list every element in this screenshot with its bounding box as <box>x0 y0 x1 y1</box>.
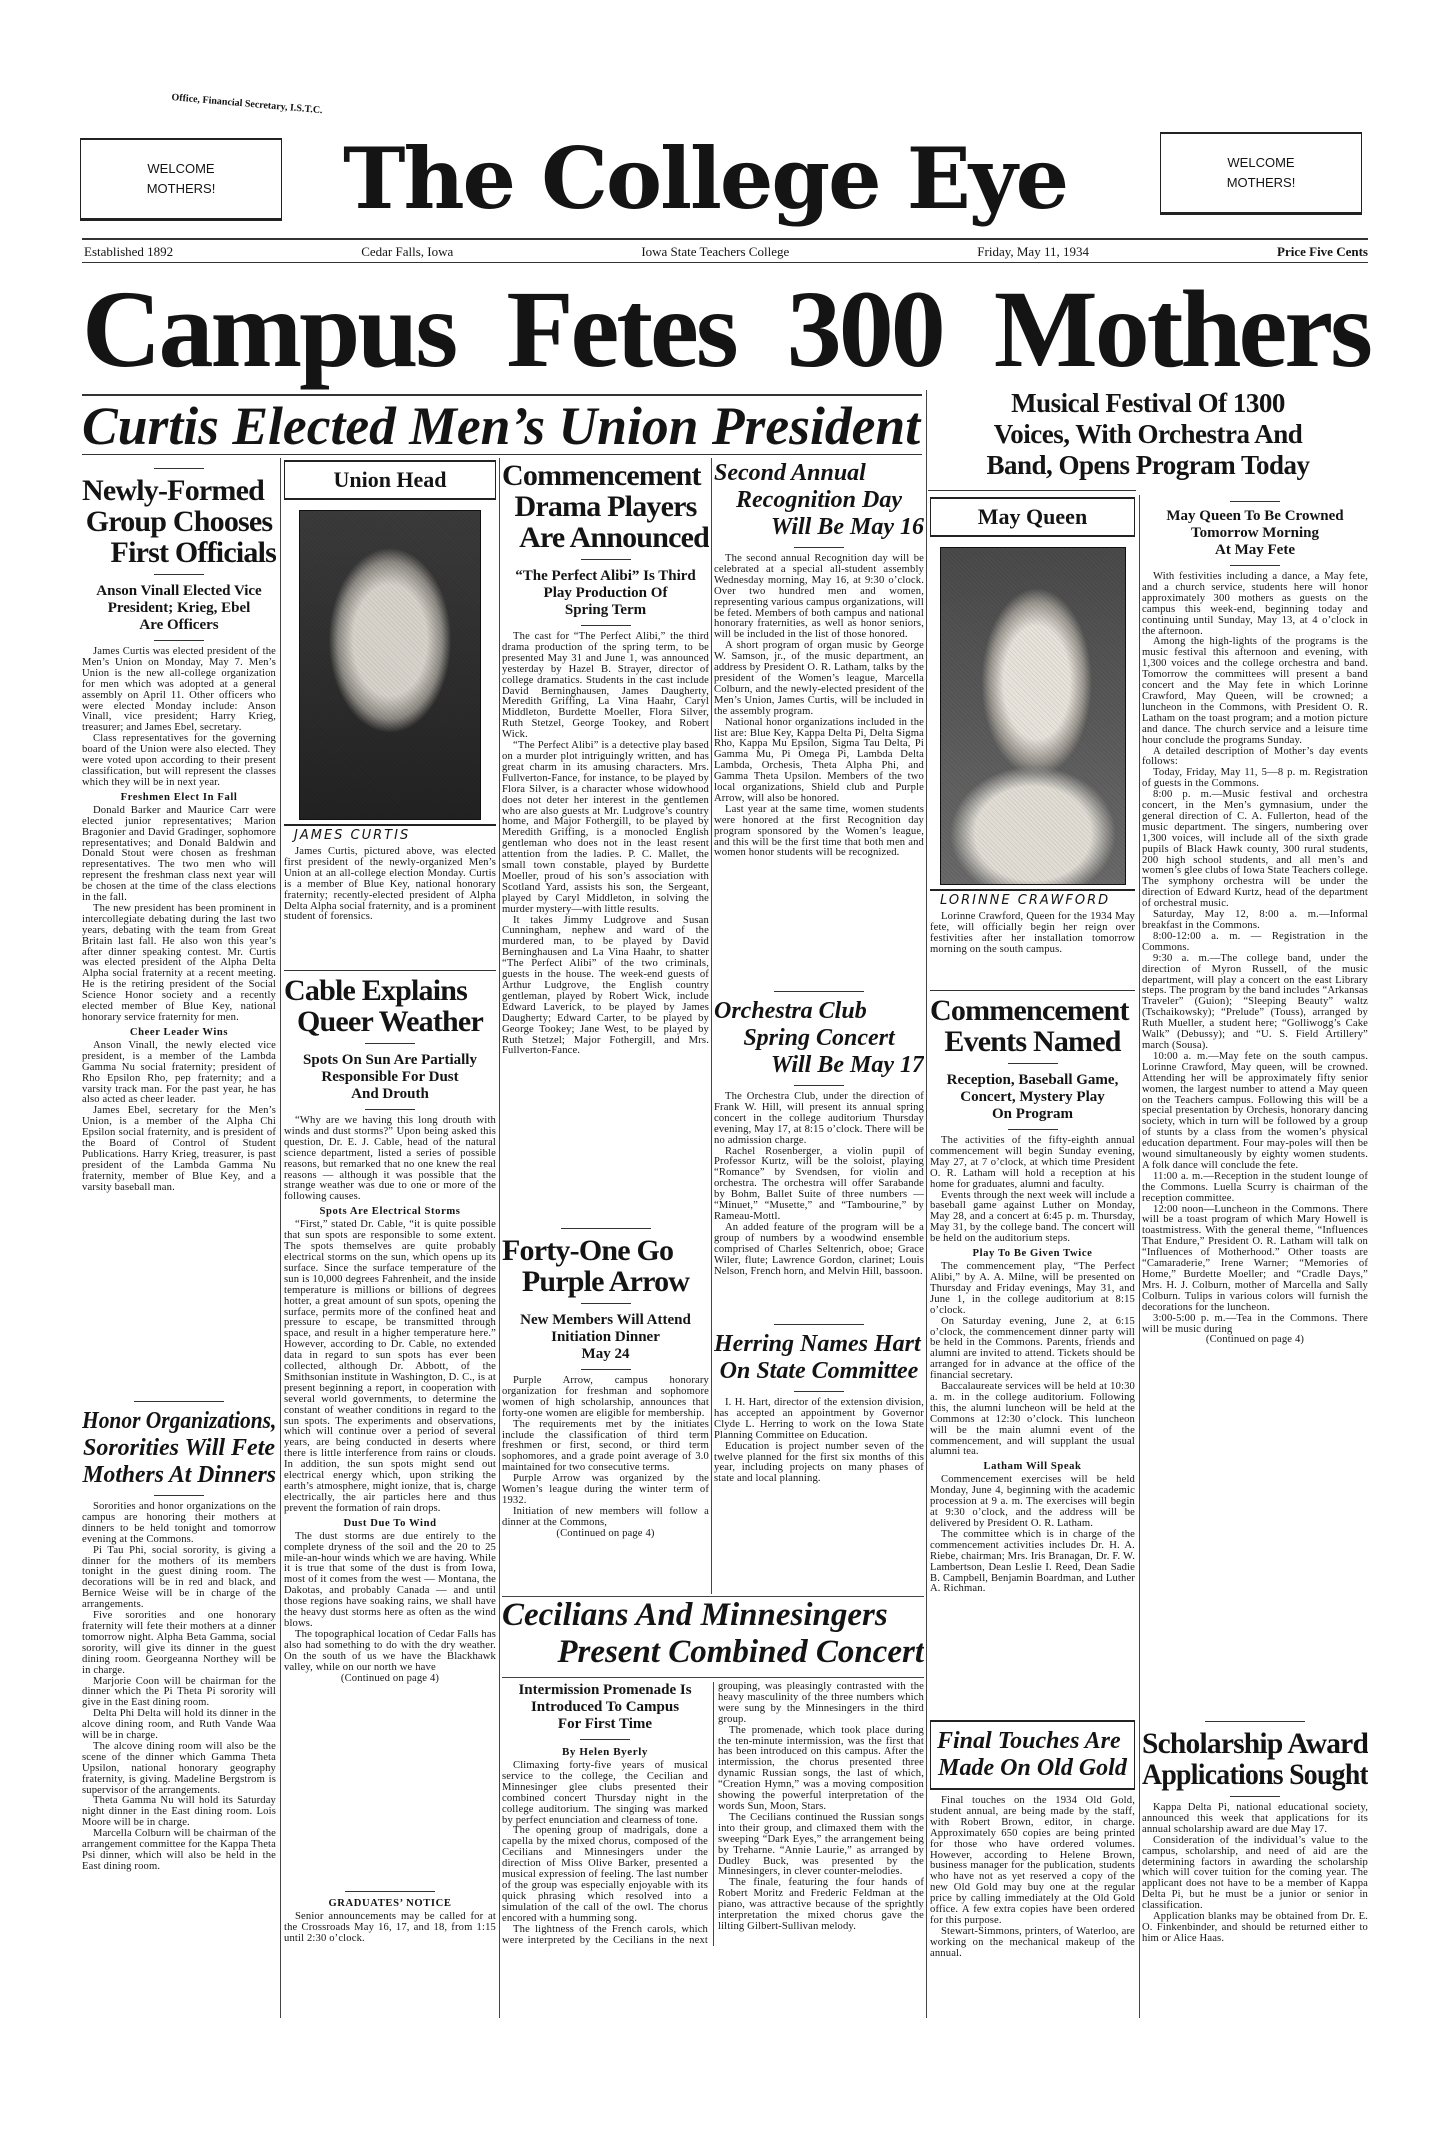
headline-line: Are Announced <box>519 521 709 554</box>
article-deck <box>502 1312 709 1363</box>
article-paragraph: Education is project number seven of the twelve planned for the first six months of this year, including projects on many phases of state and local planning. <box>714 1440 924 1485</box>
deck-line: Are Officers <box>139 617 219 633</box>
article-body <box>1142 572 1368 1346</box>
article-cecilians-concert <box>502 1596 924 2021</box>
deck-line: At May Fete <box>1215 542 1295 558</box>
article-paragraph: 3:00-5:00 p. m.—Tea in the Commons. There will be music during <box>1142 1312 1368 1335</box>
article-paragraph: Senior announcements may be called for at the Crossroads May 16, 17, and 18, from 1:15 until 2:30 o’clock. <box>284 1911 496 1944</box>
photo-box-label: May Queen <box>930 497 1135 537</box>
photo-lorinne-crawford <box>940 547 1126 885</box>
article-scholarship-award <box>1142 1715 1368 2020</box>
photo-caption: LORINNE CRAWFORD <box>930 889 1135 908</box>
divider <box>581 1369 631 1370</box>
article-forty-one-purple-arrow <box>502 1222 709 1594</box>
article-paragraph: Consideration of the individual’s value to the campus, scholarship, and need of aid are the determining factors in awarding the scholarship which will cover tuition for the coming year. The applicant does not have to be a member of Kappa Delta Pi, but he must be a junior or senior in classification. <box>1142 1834 1368 1912</box>
article-body <box>284 847 496 923</box>
deck-line: On Program <box>992 1106 1073 1122</box>
article-paragraph: Anson Vinall, the newly elected vice president, is a member of the Lambda Gamma Nu social fraternity; president of Rho Epsilon Rho, pep fraternity; and a varsity track man. For the past year, he has also acted as cheer leader. <box>82 1039 276 1106</box>
article-paragraph: Among the high-lights of the programs is the music festival this afternoon and evening, with 1,300 voices and the college orchestra and band. Tomorrow the committees will present a band concert and the May fete in which Lorinne Crawford, May Queen, will be crowned; a luncheon in the Commons, with President O. R. Latham on the toast program; and a motion picture and dance. The church service and a leisure time hour conclude the programs Sunday. <box>1142 636 1368 746</box>
welcome-box-left <box>80 138 282 221</box>
article-headline <box>714 998 924 1079</box>
office-stamp: Office, Financial Secretary, I.S.T.C. <box>171 92 323 117</box>
deck-line: Play Production Of <box>543 585 668 601</box>
article-paragraph: A short program of organ music by George W. Samson, jr., of the music department, an address by President O. R. Latham, talks by the president of the Women’s league, Marcella Colburn, and the newly-elected president of the Men’s Union, James Curtis, will be included in the assembly program. <box>714 640 924 717</box>
article-body <box>1142 1803 1368 1945</box>
article-paragraph: James Ebel, secretary for the Men’s Union, is a member of the Alpha Chi Epsilon social fraternity, and is president of the Board of Control of Student Publications. Harry Krieg, treasurer, is past president of the Lambda Gamma Nu fraternity, member of Blue Key, and a varsity baseball man. <box>82 1105 276 1193</box>
article-headline <box>502 1597 924 1671</box>
article-headline <box>502 1235 709 1297</box>
welcome-line: WELCOME <box>1227 155 1295 170</box>
article-may-queen <box>930 497 1135 985</box>
article-paragraph: 12:00 noon—Luncheon in the Commons. There will be a toast program of which Mary Howell is toastmistress. With the general theme, “Influences That Endure,” President O. R. Latham will talk on “Influences of Motherhood.” Other toasts are “Camaraderie,” Irene Warner; “Memories of Home,” Burdette Moeller; and “Cradle Days,” Mrs. H. J. Colburn, mother of Marcella and Sally Colburn. Tulips in various colors will furnish the decorations for the luncheon. <box>1142 1203 1368 1313</box>
article-body <box>714 1092 924 1277</box>
article-body <box>82 1502 276 1873</box>
divider <box>154 468 204 469</box>
article-paragraph: 10:00 a. m.—May fete on the south campus. Lorinne Crawford, May queen, will be crowned. Attending her will be approximately fifty senior women, the largest number to attend a May queen on the Teachers campus. Following this will be a special presentation by Orchesis, honorary dancing society, which in turn will be followed by a group of stunts by a class from the women’s physical education department. Four may-poles will then be wound simultaneously by eighty women students. A folk dance will conclude the fete. <box>1142 1050 1368 1171</box>
newspaper-title: The College Eye <box>342 129 1068 228</box>
article-body <box>930 1136 1135 1595</box>
divider <box>581 1303 631 1304</box>
price: Price Five Cents <box>1277 244 1368 259</box>
article-paragraph: With festivities including a dance, a May fete, and a church service, students here will honor approximately 300 mothers as guests on the campus this week-end, beginning today and continuing until Sunday, May 13, at 4 o’clock in the afternoon. <box>1142 571 1368 637</box>
article-commencement-events <box>930 990 1135 1716</box>
continued-notice: (Continued on page 4) <box>340 1672 440 1684</box>
divider <box>82 454 922 455</box>
article-paragraph: The cast for “The Perfect Alibi,” the third drama production of the spring term, to be presented May 31 and June 1, was announced yesterday by Hazel B. Strayer, director of college dramatics. Students in the cast include David Berninghausen, James Daugherty, Meredith Griffing, La Vina Haahr, Caryl Middleton, Burdette Moeller, Flora Silver, Ruth Stetzel, George Tookey, and Robert Wick. <box>502 631 709 741</box>
divider <box>928 490 1136 491</box>
article-paragraph: Climaxing forty-five years of musical service to the college, the Cecilian and Minnesinger glee clubs presented their combined concert Thursday night in the college auditorium. The singing was marked by perfect enunciation and clearness of tone. <box>502 1760 708 1826</box>
article-paragraph: The promenade, which took place during the ten-minute intermission, was the first that has been introduced on this campus. After the intermission, the chorus presented three dynamic Russian songs, the last of which, “Creation Hymn,” was a moving composition showing the powerful interpretation of the words Sun, Moon, Stars. <box>718 1724 924 1812</box>
article-paragraph: The second annual Recognition day will be celebrated at a special all-student assembly Wednesday morning, May 16, at 9:30 o’clock. Over two hundred men and women, representing various campus organizations, will be feted. Members of both campus and national honorary fraternities, as well as honor seniors, will be included in the list of those honored. <box>714 553 924 641</box>
deck-line: Spring Term <box>564 602 647 618</box>
divider <box>1008 1129 1058 1130</box>
article-headline <box>82 475 276 568</box>
article-paragraph: Today, Friday, May 11, 5—8 p. m. Registration of guests in the Commons. <box>1142 767 1368 790</box>
divider <box>794 1391 844 1392</box>
dateline <box>84 244 1368 260</box>
divider <box>154 574 204 575</box>
article-subhead: GRADUATES’ NOTICE <box>328 1898 452 1909</box>
divider <box>1230 1796 1280 1797</box>
article-paragraph: 8:00-12:00 a. m. — Registration in the Commons. <box>1142 930 1368 953</box>
article-headline <box>714 460 924 541</box>
headline-line: Forty-One Go <box>502 1234 674 1267</box>
article-paragraph: 8:00 p. m.—Music festival and orchestra concert, in the Men’s gymnasium, under the general direction of C. A. Fullerton, head of the music department. The singers, numbering over 1,300 voices, will include all of the sixth grade pupils of Black Hawk county, 300 rural students, 200 high school students, and all men’s and women’s glee clubs of Iowa State Teachers college. The symphony orchestra will be under the direction of Edward Kurtz, head of the department of orchestral music. <box>1142 789 1368 910</box>
deck-line: Anson Vinall Elected Vice <box>96 583 262 599</box>
divider <box>154 1495 204 1496</box>
article-deck <box>502 1682 708 1733</box>
established: Established 1892 <box>84 244 174 259</box>
headline-line: Group Chooses <box>85 505 273 538</box>
deck-line: May 24 <box>581 1346 630 1362</box>
article-paragraph: The dust storms are due entirely to the complete dryness of the soil and the 20 to 25 mile-an-hour winds which we are having. While it is true that some of the dust is from Iowa, most of it comes from the west — Montana, the Dakotas, and probably Canada — and until those regions have soaking rains, we shall have the heavy dust storms here as often as the wind blows. <box>284 1530 496 1629</box>
article-paragraph: Application blanks may be obtained from Dr. E. O. Finkenbinder, and should be returned either to him or Alice Haas. <box>1142 1911 1368 1944</box>
article-paragraph: The finale, featuring the four hands of Robert Moritz and Frederic Feldman at the piano, was attractive because of the sprightly interpretation the mixed chorus gave the lilting Gilbert-Sullivan melody. <box>718 1877 924 1932</box>
article-headline <box>1142 1728 1368 1790</box>
deck-line: Tomorrow Morning <box>1191 525 1319 541</box>
headline-line: Recognition Day <box>736 487 902 513</box>
headline-line: Will Be May 16 <box>770 514 924 540</box>
deck-line: May Queen To Be Crowned <box>1166 508 1344 524</box>
headline-word: Fetes <box>506 268 736 390</box>
headline-line: Orchestra Club <box>714 998 867 1024</box>
article-headline <box>714 1331 924 1385</box>
article-paragraph: I. H. Hart, director of the extension division, has accepted an appointment by Governor Clyde L. Herring to work on the Iowa State Planning Committee on Education. <box>714 1397 924 1441</box>
column-rule <box>1139 495 1140 2018</box>
headline-line: Mothers At Dinners <box>82 1462 276 1488</box>
article-body <box>284 1898 496 1945</box>
article-paragraph: “First,” stated Dr. Cable, “it is quite possible that sun spots are responsible to some extent. The spots themselves are quite probably electrical storms on the sun, which opens up its surface. Since the surface temperature of the sun is 10,000 degrees Fahrenheit, and the inside temperature is millions or billions of degrees hotter, a great amount of sun spots, opening the surface, permits more of the confined heat and pressure to escape, be transmitted through space, and result in a higher temperature here.” However, according to Dr. Cable, no extended data in regard to sun spots has ever been collected, although Dr. Abbott, of the Smithsonian institute in Washington, D. C., is at present beginning a report, in cooperation with several world governments, to determine the constant of weather conditions in regard to the sun spots. The experiments and observations, which will continue over a period of several years, are being conducted in deserts where there is little interference from rains or clouds. In addition, the sun spots might send out electrical energy which, upon striking the earth’s atmosphere, might ionize, that is, charge electrically, the air particles here and thus prevent the formation of rain drops. <box>284 1219 496 1514</box>
article-body <box>714 554 924 859</box>
article-paragraph: Commencement exercises will be held Monday, June 4, beginning with the academic procession at 9 a. m. The exercises will begin at 9:30 o’clock, and the address will be delivered by President O. R. Latham. <box>930 1474 1135 1529</box>
headline-line: Queer Weather <box>297 1005 483 1038</box>
article-subhead: Cheer Leader Wins <box>129 1026 229 1038</box>
headline-line: Scholarship Award <box>1142 1727 1368 1760</box>
article-paragraph: The alcove dining room will also be the scene of the dinner which Gamma Theta Upsilon, national honorary geography fraternity, is giving. Madeline Bergstrom is supervisor of the arrangements. <box>82 1740 276 1796</box>
headline-line: Musical Festival Of 1300 <box>1011 388 1285 418</box>
column-rule <box>280 458 281 2018</box>
headline-line: Herring Names Hart <box>714 1331 921 1357</box>
article-body <box>502 632 709 1057</box>
byline: By Helen Byerly <box>562 1746 648 1758</box>
headline-line: Applications Sought <box>1142 1758 1368 1791</box>
article-commencement-drama <box>502 460 709 1217</box>
headline-line: Present Combined Concert <box>557 1634 924 1670</box>
deck-line: Concert, Mystery Play <box>960 1089 1105 1105</box>
article-body <box>502 1677 924 1946</box>
column-rule <box>926 390 927 2018</box>
article-paragraph: Marjorie Coon will be chairman for the dinner which the Pi Theta Pi sorority will give in the East dining room. <box>82 1675 276 1709</box>
divider <box>581 625 631 626</box>
article-paragraph: Last year at the same time, women students were honored at the first Recognition day program sponsored by the Women’s league, and this will be the first time that both men and women honor students will be recognized. <box>714 803 924 859</box>
divider <box>154 640 204 641</box>
article-body <box>284 1116 496 1684</box>
article-body <box>714 1398 924 1485</box>
headline-line: Final Touches Are <box>937 1728 1121 1754</box>
article-cable-explains <box>284 970 496 1880</box>
article-may-fete <box>1142 495 1368 1710</box>
article-paragraph: The new president has been prominent in intercollegiate debating during the last two years, debating with the team from Great Britain last fall. He also won this year’s after dinner speaking contest. Mr. Curtis was elected president of the Alpha Delta Alpha social fraternity at a recent meeting. He is the retiring president of the Social Science Honor society and a recently elected member of Blue Key, national honorary service fraternity for men. <box>82 902 276 1023</box>
divider <box>1230 565 1280 566</box>
continued-notice: (Continued on page 4) <box>1205 1334 1305 1346</box>
issue-date: Friday, May 11, 1934 <box>977 244 1089 259</box>
article-headline <box>502 460 709 553</box>
divider <box>365 1109 415 1110</box>
welcome-line: MOTHERS! <box>1226 175 1296 190</box>
divider <box>82 262 1368 263</box>
photo-caption: JAMES CURTIS <box>284 824 496 843</box>
article-headline <box>82 1408 276 1489</box>
divider <box>365 1043 415 1044</box>
article-paragraph: The lightness of the French carols, which were interpreted by the Cecilians in the next grouping, was pleasingly contrasted with the heavy masculinity of the three numbers which were sung by the Minnesingers in the third group. <box>502 1681 924 1946</box>
divider <box>134 1401 224 1402</box>
article-union-head <box>284 460 496 965</box>
divider <box>1008 1063 1058 1064</box>
headline-line: Will Be May 17 <box>770 1052 924 1078</box>
divider <box>581 559 631 560</box>
headline-line: Newly-Formed <box>82 474 265 507</box>
column-rule <box>711 458 712 1594</box>
deck-line: President; Krieg, Ebel <box>107 600 251 616</box>
article-paragraph: Pi Tau Phi, social sorority, is giving a dinner for the mothers of its members tonight in the guest dining room. The decorations will be in red and black, and Bernice Weise will be in charge of the arrangements. <box>82 1544 276 1611</box>
article-subhead: Dust Due To Wind <box>343 1517 437 1529</box>
article-paragraph: On Saturday evening, June 2, at 6:15 o’clock, the commencement dinner party will be held in the Commons. Parents, friends and alumni are invited to attend. Tickets should be arranged for in advance at the office of the financial secretary. <box>930 1315 1135 1382</box>
headline-text: Curtis Elected Men’s Union President <box>82 396 921 456</box>
article-paragraph: The Orchestra Club, under the direction of Frank W. Hill, will present its annual spring concert in the college auditorium Thursday evening, May 17, at 8:15 o’clock. There will be no admission charge. <box>714 1091 924 1146</box>
deck-line: And Drouth <box>351 1086 429 1102</box>
deck-line: Intermission Promenade Is <box>518 1682 692 1698</box>
divider <box>82 238 1368 240</box>
article-deck <box>930 1072 1135 1123</box>
article-paragraph: 9:30 a. m.—The college band, under the direction of Myron Russell, of the music department, will play a concert on the east Library steps. The program by the band includes “Arkansas Traveler” (Guion); “Sleeping Beauty” waltz (Tschaikowsky); “Prelude” (Touss), arranged by Ruth Mueller, a student here; “Golliwogg’s Cake Walk” (Debussy); and “U. S. Field Artillery” march (Sousa). <box>1142 952 1368 1051</box>
article-paragraph: Stewart-Simmons, printers, of Waterloo, are working on the mechanical makeup of the annual. <box>930 1925 1135 1959</box>
deck-line: Reception, Baseball Game, <box>946 1072 1119 1088</box>
article-honor-organizations <box>82 1395 276 2020</box>
divider <box>1230 501 1280 502</box>
column-rule <box>499 458 500 2018</box>
continued-notice: (Continued on page 4) <box>556 1527 655 1539</box>
headline-line: Band, Opens Program Today <box>986 450 1310 480</box>
article-paragraph: Purple Arrow, campus honorary organization for freshman and sophomore women of high scholarship, announces that forty-one women are eligible for membership. <box>502 1375 709 1419</box>
article-deck <box>82 583 276 634</box>
article-paragraph: Marcella Colburn will be chairman of the arrangement committee for the Kappa Theta Psi dinner, which will also be held in the East dining room. <box>82 1828 276 1872</box>
article-paragraph: Events through the next week will include a baseball game against Luther on Monday, May 28, and a concert at 6:45 p. m. Thursday, May 31, by the college band. The concert will be held on the auditorium steps. <box>930 1189 1135 1245</box>
article-headline <box>284 975 496 1037</box>
curtis-headline <box>82 396 921 456</box>
divider <box>284 970 496 971</box>
article-headline <box>930 995 1135 1057</box>
headline-line: Cable Explains <box>284 974 468 1007</box>
deck-line: Responsible For Dust <box>321 1069 459 1085</box>
headline-line: Drama Players <box>514 490 697 523</box>
article-paragraph: Five sororities and one honorary fraternity will fete their mothers at a dinner tomorrow night. Alpha Beta Gamma, social sorority, will give its dinner in the guest dining room. Georgeanna Northey will be in charge. <box>82 1610 276 1676</box>
article-headline <box>928 388 1368 481</box>
article-paragraph: Kappa Delta Pi, national educational society, announced this week that applications for its annual scholarship award are due May 17. <box>1142 1802 1368 1835</box>
article-paragraph: National honor organizations included in the list are: Blue Key, Kappa Delta Pi, Delta Sigma Rho, Kappa Mu Epsilon, Sigma Tau Delta, Pi Gamma Mu, Pi Omega Pi, Lambda Delta Lambda, Orchesis, Theta Alpha Phi, and Gamma Theta Upsilon. Members of the two local organizations, Shield club and Purple Arrow, will also be honored. <box>714 716 924 804</box>
article-paragraph: It takes Jimmy Ludgrove and Susan Cunningham, nephew and ward of the murdered man, to be played by David Berninghausen and La Vina Haahr, to shatter “The Perfect Alibi” of the two criminals, guests in the house. The week-end guests of Arthur Ludgrove, the English country gentleman, played by Robert Wick, include Edward Laverick, to be played by James Daugherty; Edward Carter, to be played by George Tookey; Jane West, to be played by Ruth Stetzel; Major Fothergill, and Mrs. Fullverton-Fance. <box>502 914 709 1057</box>
article-paragraph: Theta Gamma Nu will hold its Saturday night dinner in the East dining room. Lois Moore will be in charge. <box>82 1795 276 1829</box>
headline-line: Cecilians And Minnesingers <box>502 1597 888 1633</box>
article-paragraph: Initiation of new members will follow a dinner at the Commons, <box>502 1505 709 1528</box>
article-subhead: Spots Are Electrical Storms <box>319 1206 461 1218</box>
article-musical-festival-headline <box>928 388 1368 488</box>
article-paragraph: An added feature of the program will be a group of numbers by a woodwind ensemble comprised of Charles Seltenrich, oboe; Grace Wiler, flute; Lawrence Gordon, clarinet; Louis Nelson, French horn, and Melvin Hill, bassoon. <box>714 1221 924 1277</box>
headline-line: First Officials <box>110 536 276 569</box>
headline-line: Honor Organizations, <box>82 1408 276 1434</box>
article-paragraph: Class representatives for the governing board of the Union were also elected. They were voted upon according to their present classification, but will represent the classes which they will be in next year. <box>82 733 276 788</box>
deck-line: “The Perfect Alibi” Is Third <box>515 568 696 584</box>
article-paragraph: A detailed description of Mother’s day events follows: <box>1142 745 1368 768</box>
divider <box>774 1324 864 1325</box>
article-paragraph: Donald Barker and Maurice Carr were elected junior representatives; Marion Bragonier and David Gradinger, sophomore representatives; and Donald Baldwin and Donald Stout were chosen as freshman representatives. The two men who will represent the freshman class next year will be chosen at the time of the class elections in the fall. <box>82 804 276 904</box>
headline-word: Campus <box>82 268 456 390</box>
divider <box>580 1739 630 1740</box>
location: Cedar Falls, Iowa <box>361 244 454 259</box>
article-final-touches-old-gold <box>930 1720 1135 2020</box>
article-deck <box>284 1052 496 1103</box>
welcome-line: WELCOME <box>147 161 215 176</box>
divider <box>794 1085 844 1086</box>
article-paragraph: The committee which is in charge of the commencement activities includes Dr. H. A. Riebe, chairman; Mrs. Iris Branagan, Dr. F. W. Lambertson, Dean Leslie I. Reed, Dean Sadie B. Campbell, Benjamin Boardman, and Luther A. Richman. <box>930 1528 1135 1595</box>
headline-line: Events Named <box>944 1025 1121 1058</box>
divider <box>930 990 1135 991</box>
article-paragraph: Delta Phi Delta will hold its dinner in the alcove dining room, and Ruth Vande Waa will be in charge. <box>82 1708 276 1742</box>
divider <box>561 1228 651 1229</box>
headline-line: Voices, With Orchestra And <box>993 419 1303 449</box>
article-paragraph: Purple Arrow was organized by the Women’s league during the winter term of 1932. <box>502 1473 709 1506</box>
headline-line: Made On Old Gold <box>938 1755 1127 1781</box>
article-paragraph: Sororities and honor organizations on the campus are honoring their mothers at dinners to be held tonight and tomorrow evening at the Commons. <box>82 1501 276 1545</box>
deck-line: Spots On Sun Are Partially <box>303 1052 477 1068</box>
article-paragraph: James Curtis was elected president of the Men’s Union on Monday, May 7. Men’s Union is the new all-college organization for men which was adopted at a general assembly on April 11. Other officers who were elected Monday include: Anson Vinall, vice president; Harry Krieg, treasurer; and James Ebel, secretary. <box>82 646 276 734</box>
article-headline <box>930 1720 1135 1790</box>
article-deck <box>502 568 709 619</box>
deck-line: New Members Will Attend <box>520 1312 691 1328</box>
divider <box>794 547 844 548</box>
headline-line: On State Committee <box>719 1358 919 1384</box>
photo-box-label: Union Head <box>284 460 496 500</box>
headline-word: Mothers <box>993 268 1370 390</box>
welcome-box-right <box>1160 132 1362 215</box>
headline-line: Purple Arrow <box>521 1265 690 1298</box>
divider <box>345 1891 435 1892</box>
article-herring-names-hart <box>714 1318 924 1594</box>
article-deck <box>1142 508 1368 559</box>
article-body <box>930 912 1135 956</box>
article-orchestra-club <box>714 985 924 1315</box>
welcome-line: MOTHERS! <box>146 181 216 196</box>
article-paragraph: James Curtis, pictured above, was elected first president of the newly-organized Men’s Union at an all-college election Monday. Curtis is a member of Blue Key, national honorary fraternity; recently-elected president of Alpha Delta Alpha social fraternity, and is a prominent student of forensics. <box>284 846 496 923</box>
deck-line: Introduced To Campus <box>530 1699 680 1715</box>
article-subhead: Latham Will Speak <box>983 1461 1082 1473</box>
divider <box>1205 1721 1305 1722</box>
college: Iowa State Teachers College <box>641 244 790 259</box>
main-headline <box>82 270 1370 388</box>
headline-line: Spring Concert <box>743 1025 895 1051</box>
article-paragraph: The Cecilians continued the Russian songs into their group, and climaxed them with the sweeping “Dark Eyes,” the arrangement being by Treharne. “Annie Laurie,” as arranged by Dudley Buck, was presented by the Minnesingers, in clever counter-melodies. <box>718 1811 924 1878</box>
article-paragraph: The topographical location of Cedar Falls has also had something to do with the dry weather. On the south of us we have the Blackhawk valley, while on our north we have <box>284 1628 496 1673</box>
article-paragraph: The opening group of madrigals, done a capella by the mixed chorus, composed of the Cecilians and Minnesingers under the direction of Miss Olive Barker, presented a musical expression of feeling. The last number of the group was especially enjoyable with its quick phrasing which resolved into a simulation of the call of the owl. The chorus encored with a humming song. <box>502 1825 708 1924</box>
article-paragraph: The commencement play, “The Perfect Alibi,” by A. A. Milne, will be presented on Thursday and Friday evenings, May 31, and June 1, in the college auditorium at 8:15 o’clock. <box>930 1261 1135 1316</box>
deck-line: For First Time <box>557 1716 653 1732</box>
article-body <box>502 1376 709 1540</box>
photo-james-curtis <box>299 510 481 820</box>
divider <box>774 991 864 992</box>
article-paragraph: Lorinne Crawford, Queen for the 1934 May fete, will officially begin her reign over festivities after her installation tomorrow morning on the south campus. <box>930 911 1135 955</box>
article-paragraph: The activities of the fifty-eighth annual commencement will begin Sunday evening, May 27, at 7 o’clock, at which time President O. R. Latham will hold a reception at his home for graduates, alumni and faculty. <box>930 1135 1135 1190</box>
article-paragraph: Rachel Rosenberger, a violin pupil of Professor Kurtz, will be the soloist, playing “Romance” by Svendsen, for violin and orchestra. The orchestra will offer Sarabande by Bohm, Ballet Suite of three numbers — “Minuet,” “Musette,” and “Tambourine,” by Rameau-Mottl. <box>714 1145 924 1222</box>
headline-line: Sororities Will Fete <box>82 1435 276 1461</box>
article-paragraph: The requirements met by the initiates include the classification of third term freshmen or first, second, or third term sophomores, and a grade point average of 3.0 maintained for two consecutive terms. <box>502 1418 709 1474</box>
article-paragraph: Saturday, May 12, 8:00 a. m.—Informal breakfast in the Commons. <box>1142 909 1368 931</box>
article-paragraph: “The Perfect Alibi” is a detective play based on a murder plot intriguingly written, and has great charm in its amusing characters. Mrs. Fullverton-Fance, for instance, to be played by Flora Silver, is a character whose widowhood does not deter her interest in the gentlemen who are also guests at Mr. Ludgrove’s country home, and Major Fothergill, to be played by Meredith Griffing, is a monocled English gentleman who does not in the least resent attention from the ladies. P. C. Mallet, the small town constable, played by Burdette Moeller, proud of his son’s association with Scotland Yard, assists his son, the Sergeant, played by Caryl Middleton, in solving the murder mystery—with little results. <box>502 740 709 915</box>
deck-line: Initiation Dinner <box>551 1329 660 1345</box>
article-subhead: Play To Be Given Twice <box>972 1248 1093 1260</box>
article-body <box>930 1796 1135 1960</box>
headline-line: Commencement <box>502 460 701 492</box>
article-subhead: Freshmen Elect In Fall <box>120 791 238 803</box>
article-graduates-notice <box>284 1885 496 2020</box>
article-body <box>82 647 276 1194</box>
headline-line: Second Annual <box>714 460 866 486</box>
article-recognition-day <box>714 460 924 982</box>
article-newly-formed-group <box>82 462 276 1392</box>
article-paragraph: 11:00 a. m.—Reception in the student lounge of the Commons. Luella Scurry is chairman of the reception committee. <box>1142 1170 1368 1204</box>
article-paragraph: “Why are we having this long drouth with winds and dust storms?” Upon being asked this question, Dr. E. J. Cable, head of the natural science department, listed a series of possible reasons, but remarked that no one knew the real reasons — although it was possible that the strange weather was due to one or more of the following causes. <box>284 1115 496 1203</box>
article-paragraph: Final touches on the 1934 Old Gold, student annual, are being made by the staff, with Robert Brown, editor, in charge. Approximately 650 copies are being printed for those who have ordered volumes. However, according to Helene Brown, business manager for the publication, students who have not as yet reserved a copy of the new Old Gold may buy one at the regular price by calling immediately at the Old Gold office. A few extra copies have been ordered for this purpose. <box>930 1795 1135 1926</box>
headline-line: Commencement <box>930 994 1129 1027</box>
article-paragraph: Baccalaureate services will be held at 10:30 a. m. in the college auditorium. Following this, the alumni luncheon will be held at the Commons at 12:30 o’clock. This luncheon will be the main alumni event of the commencement, and will supplant the usual alumni tea. <box>930 1381 1135 1458</box>
headline-word: 300 <box>786 268 943 390</box>
